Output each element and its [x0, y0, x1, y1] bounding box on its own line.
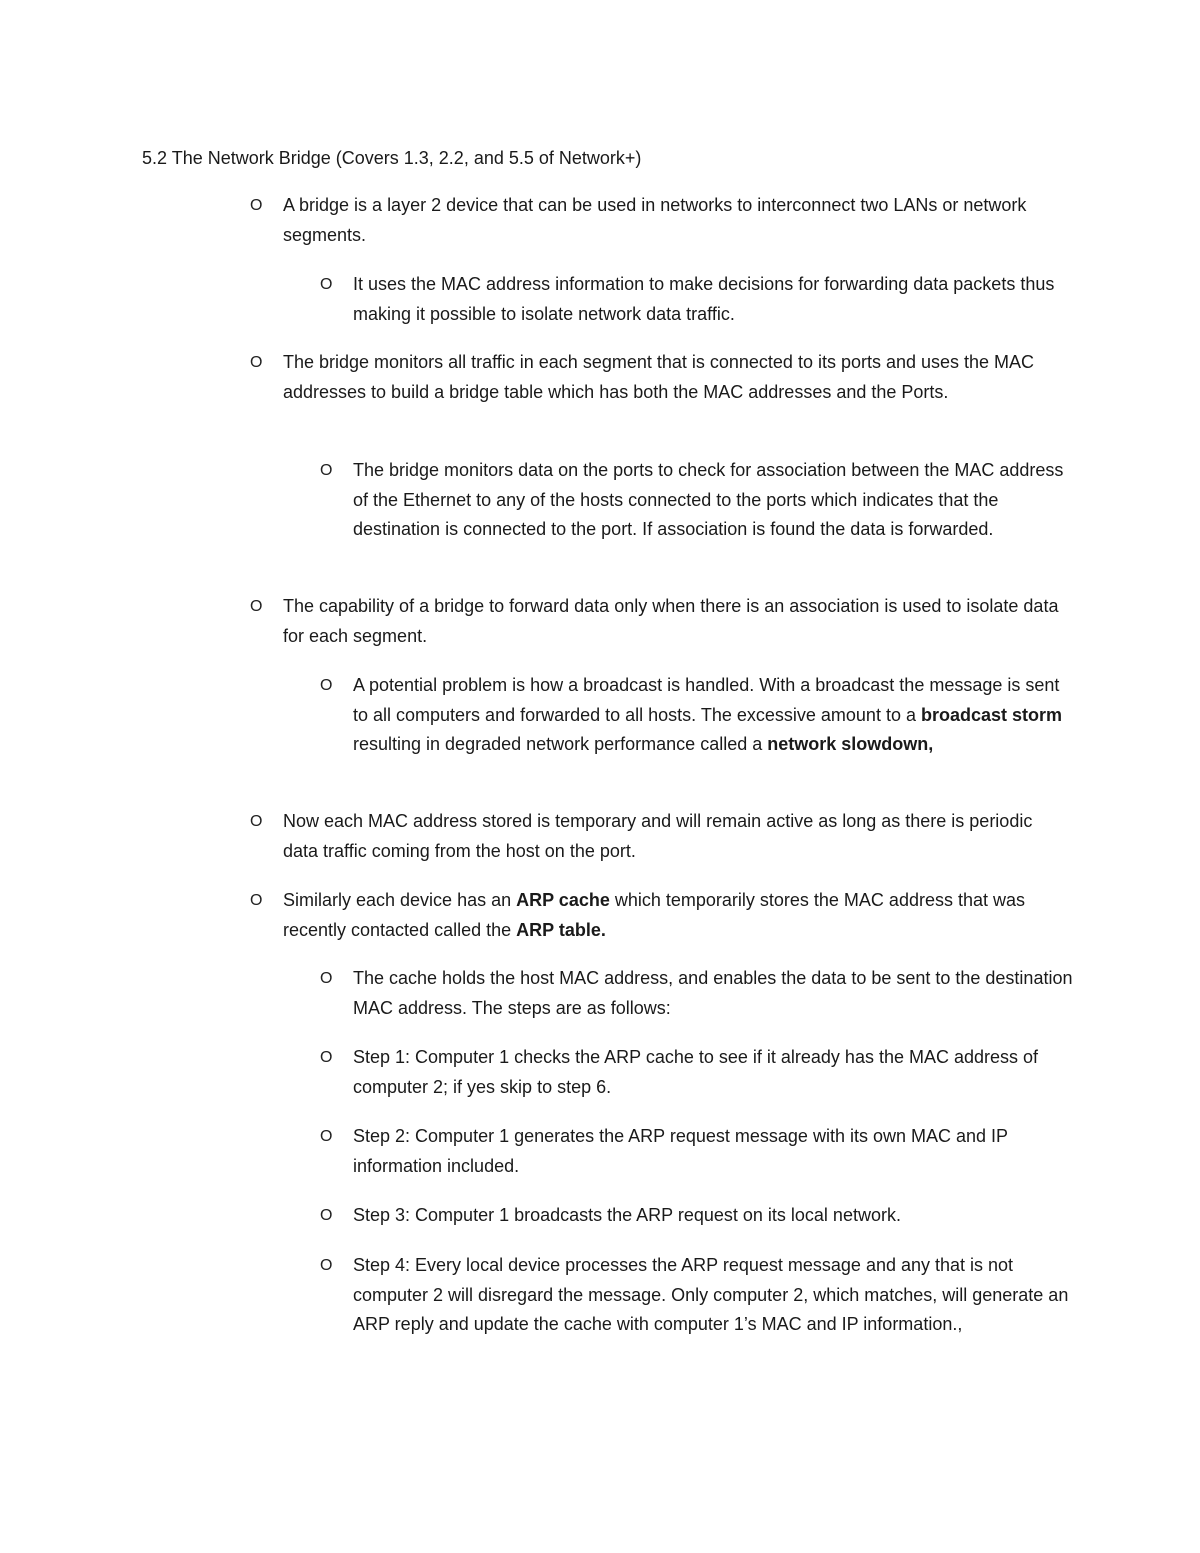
- item-text: which temporarily stores the MAC address that was recently contacted called the: [283, 890, 1026, 940]
- bullet-marker: O: [250, 892, 263, 909]
- bullet-marker: O: [320, 1257, 333, 1274]
- term-arp-table: ARP table.: [516, 919, 606, 940]
- list-item: The cache holds the host MAC address, and enables the data to be sent to the destination MAC address. The steps are as follows:: [353, 968, 1073, 1018]
- bullet-marker: O: [320, 677, 333, 694]
- section-heading: 5.2 The Network Bridge (Covers 1.3, 2.2, and 5.5 of Network+): [142, 148, 642, 168]
- item-text: resulting in degraded network performance called a: [353, 734, 768, 754]
- list-item: [353, 671, 1073, 760]
- bullet-marker: O: [320, 462, 333, 479]
- bullet-marker: O: [320, 1207, 333, 1224]
- list-item: Step 1: Computer 1 checks the ARP cache to see if it already has the MAC address of computer 2; if yes skip to step 6.: [353, 1047, 1039, 1097]
- item-text: Similarly each device has an: [283, 890, 517, 910]
- term-network-slowdown: network slowdown,: [767, 734, 934, 754]
- item-text: A potential problem is how a broadcast is handled. With a broadcast the message is sent to all computers and forwarded to all hosts. The excessive amount to a: [353, 675, 1060, 725]
- list-item: Step 3: Computer 1 broadcasts the ARP request on its local network.: [353, 1205, 901, 1225]
- bullet-marker: O: [250, 598, 263, 615]
- list-item: The capability of a bridge to forward data only when there is an association is used to isolate data for each segment.: [283, 596, 1059, 646]
- bullet-marker: O: [250, 197, 263, 214]
- list-item: Step 4: Every local device processes the ARP request message and any that is not computer 2 will disregard the message. Only computer 2, which matches, will generate an ARP reply and update the cache with computer 1’s MAC and IP information.,: [353, 1255, 1069, 1334]
- list-item: [283, 886, 1063, 945]
- list-item: Now each MAC address stored is temporary and will remain active as long as there is periodic data traffic coming from the host on the port.: [283, 811, 1033, 861]
- list-item: The bridge monitors data on the ports to check for association between the MAC address of the Ethernet to any of the hosts connected to the ports which indicates that the destination is connected to the port. If association is found the data is forwarded.: [353, 460, 1064, 539]
- list-item: It uses the MAC address information to make decisions for forwarding data packets thus making it possible to isolate network data traffic.: [353, 274, 1055, 324]
- term-arp-cache: ARP cache: [516, 890, 610, 910]
- bullet-marker: O: [320, 1049, 333, 1066]
- list-item: A bridge is a layer 2 device that can be used in networks to interconnect two LANs or network segments.: [283, 195, 1027, 245]
- term-broadcast-storm: broadcast storm: [920, 704, 1063, 725]
- bullet-marker: O: [250, 354, 263, 371]
- list-item: The bridge monitors all traffic in each segment that is connected to its ports and uses the MAC addresses to build a bridge table which has both the MAC addresses and the Ports.: [283, 352, 1035, 402]
- bullet-marker: O: [320, 970, 333, 987]
- bullet-marker: O: [320, 276, 333, 293]
- list-item: Step 2: Computer 1 generates the ARP request message with its own MAC and IP information included.: [353, 1126, 1008, 1176]
- bullet-marker: O: [320, 1128, 333, 1145]
- bullet-marker: O: [250, 813, 263, 830]
